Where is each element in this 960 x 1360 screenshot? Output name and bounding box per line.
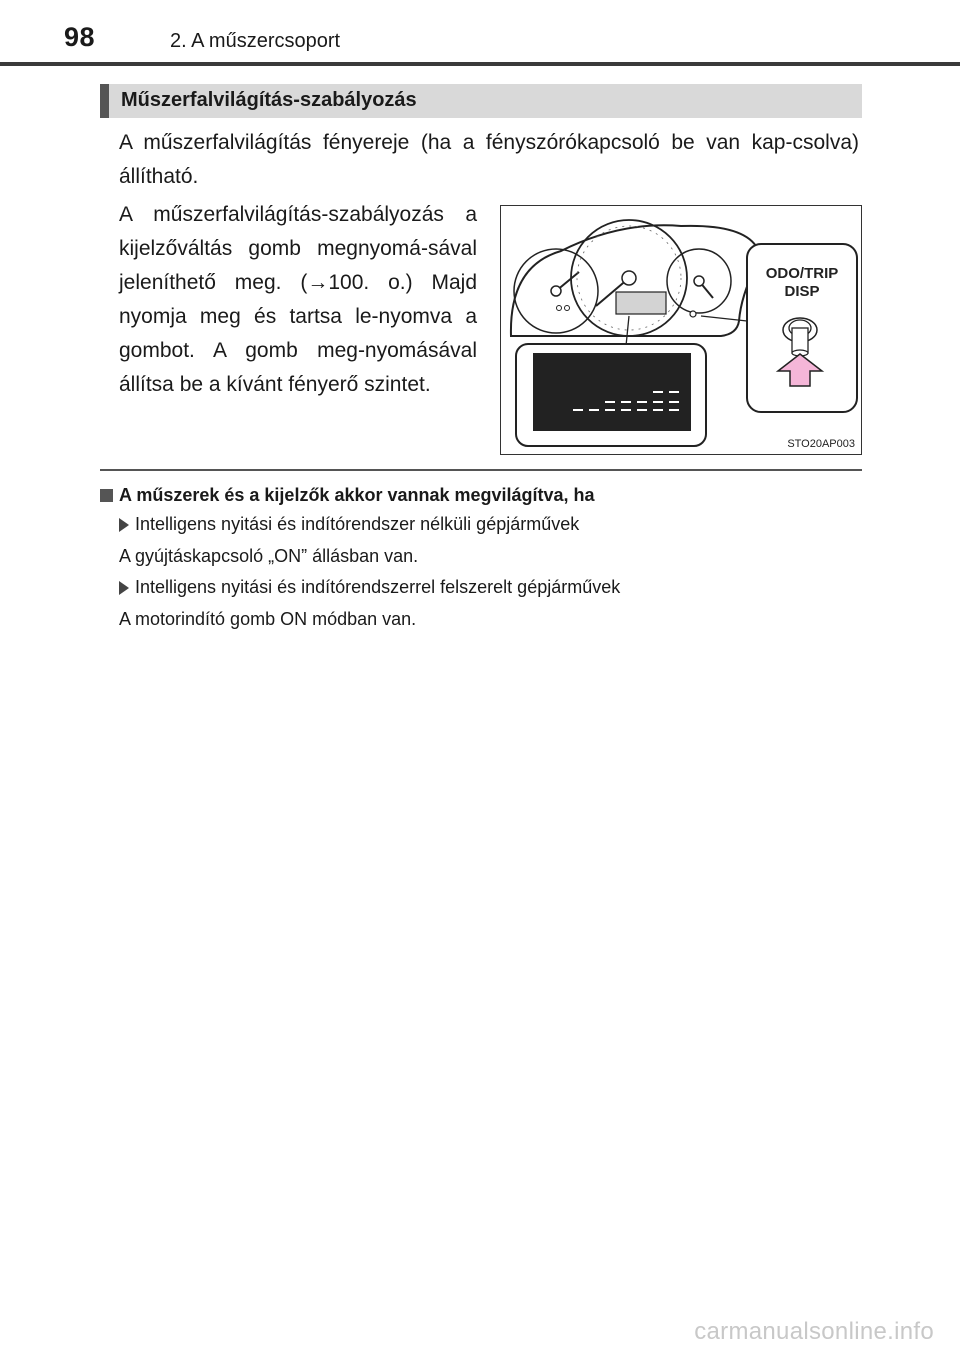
condition-row [119,577,620,598]
page-number: 98 [64,22,96,52]
condition-row [119,514,579,535]
condition-text: Intelligens nyitási és indítórendszer nélküli gépjárművek [135,514,580,534]
section-title: Műszerfalvilágítás-szabályozás [121,89,417,111]
center-display [616,292,666,314]
info-heading [100,485,595,506]
section-rule [100,469,862,471]
instrument-cluster-figure [500,205,862,455]
button-label-disp: DISP [784,283,820,300]
condition-text: Intelligens nyitási és indítórendszerrel felszerelt gépjárművek [135,577,621,597]
instruction-paragraph: A műszerfalvilágítás-szabályozás a kijelzőváltás gomb megnyomá-sával jeleníthető meg. (→100. o.) Majd nyomja meg és tartsa le-nyomva a gombot. A gomb meg-nyomásával állítsa be a kívánt fényerő szintet. [119,203,477,396]
section-title-bar [100,84,862,118]
watermark: carmanualsonline.info [694,1318,934,1345]
display-zoom-screen [533,353,691,431]
condition-detail: A gyújtáskapcsoló „ON” állásban van. [119,546,419,566]
intro-paragraph: A műszerfalvilágítás fényereje (ha a fényszórókapcsoló be van kap-csolva) állítható. [119,131,859,188]
condition-detail: A motorindító gomb ON módban van. [119,609,417,629]
instrument-cluster-illustration [501,206,863,456]
triangle-bullet-icon [119,518,129,532]
square-bullet-icon [100,489,113,502]
chapter-title: 2. A műszercsoport [170,30,341,52]
header-rule [0,62,960,66]
info-heading-text: A műszerek és a kijelzők akkor vannak megvilágítva, ha [119,485,595,505]
button-label-odo-trip: ODO/TRIP [765,265,839,282]
triangle-bullet-icon [119,581,129,595]
figure-code: STO20AP003 [787,438,855,450]
